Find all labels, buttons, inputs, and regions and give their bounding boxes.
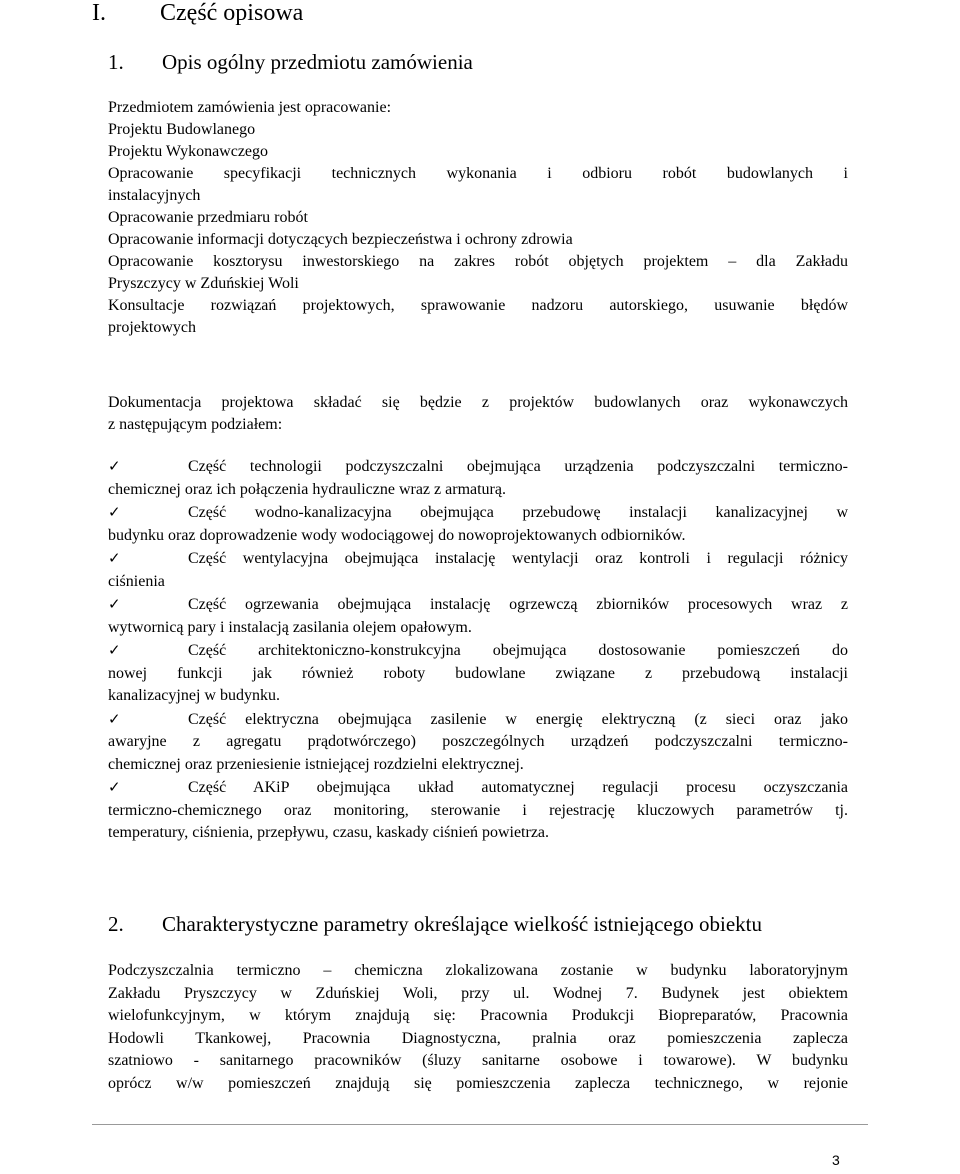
project-parts-list: [108, 455, 848, 845]
subsection-1-title: Opis ogólny przedmiotu zamówienia: [162, 50, 473, 74]
list-item: ✓ Część architektoniczno-konstrukcyjna obejmująca dostosowanie pomieszczeń do nowej funkcji jak również roboty budowlane związane z przebudową instalacji kanalizacyjnej w budynku.: [108, 641, 848, 704]
subsection-2-number: 2.: [108, 912, 124, 936]
section-number: I.: [92, 0, 106, 26]
documentation-line: Dokumentacja projektowa składać się będzie z projektów budowlanych oraz wykonawczych: [108, 394, 848, 411]
description-line: oprócz w/w pomieszczeń znajdują się pomieszczenia zaplecza technicznego, w rejonie: [108, 1074, 848, 1092]
list-item: ✓ Część wentylacyjna obejmująca instalację wentylacji oraz kontroli i regulacji różnicy ciśnienia: [108, 549, 848, 590]
scope-line: projektowych: [108, 319, 196, 336]
documentation-paragraph: [108, 392, 848, 436]
scope-line: Opracowanie specyfikacji technicznych wykonania i odbioru robót budowlanych i: [108, 165, 848, 182]
scope-list: [108, 97, 848, 339]
footer-divider: [92, 1124, 868, 1125]
list-item: ✓ Część ogrzewania obejmująca instalację ogrzewczą zbiorników procesowych wraz z wytwornicą pary i instalacją zasilania olejem opałowym.: [108, 595, 848, 636]
subsection-2-title: Charakterystyczne parametry określające wielkość istniejącego obiektu: [162, 912, 762, 936]
description-line: Zakładu Pryszczycy w Zduńskiej Woli, przy ul. Wodnej 7. Budynek jest obiektem: [108, 984, 848, 1002]
scope-line: Konsultacje rozwiązań projektowych, sprawowanie nadzoru autorskiego, usuwanie błędów: [108, 297, 848, 314]
scope-line: Opracowanie kosztorysu inwestorskiego na zakres robót objętych projektem – dla Zakładu: [108, 253, 848, 270]
documentation-line: z następującym podziałem:: [108, 416, 283, 433]
description-line: Hodowli Tkankowej, Pracownia Diagnostyczna, pralnia oraz pomieszczenia zaplecza: [108, 1029, 848, 1047]
scope-line: Pryszczycy w Zduńskiej Woli: [108, 275, 299, 292]
checkmark-icon: ✓: [108, 709, 121, 728]
checkmark-icon: ✓: [108, 595, 121, 613]
section-title: Część opisowa: [160, 0, 304, 26]
description-line: wielofunkcyjnym, w którym znajdują się: Pracownia Produkcji Biopreparatów, Pracownia: [108, 1007, 848, 1024]
checkmark-icon: ✓: [108, 457, 121, 475]
checkmark-icon: ✓: [108, 778, 121, 796]
scope-line: Projektu Wykonawczego: [108, 143, 269, 160]
description-line: szatniowo - sanitarnego pracowników (śluzy sanitarne osobowe i towarowe). W budynku: [108, 1052, 848, 1069]
scope-line: instalacyjnych: [108, 187, 201, 204]
building-description: [108, 960, 848, 1095]
checkmark-icon: ✓: [108, 641, 121, 659]
list-item: ✓ Część wodno-kanalizacyjna obejmująca przebudowę instalacji kanalizacyjnej w budynku oraz doprowadzenie wody wodociągowej do nowoprojektowanych odbiorników.: [108, 503, 848, 544]
checkmark-icon: ✓: [108, 503, 121, 521]
checkmark-icon: ✓: [108, 549, 121, 567]
scope-line: Opracowanie informacji dotyczących bezpieczeństwa i ochrony zdrowia: [108, 231, 573, 248]
scope-line: Projektu Budowlanego: [108, 121, 256, 138]
list-item: ✓ Część technologii podczyszczalni obejmująca urządzenia podczyszczalni termiczno- chemicznej oraz ich połączenia hydrauliczne wraz z armaturą.: [108, 457, 848, 498]
scope-line: Opracowanie przedmiaru robót: [108, 209, 308, 226]
list-item: ✓ Część elektryczna obejmująca zasilenie w energię elektryczną (z sieci oraz jako awaryjne z agregatu prądotwórczego) poszczególnych urządzeń podczyszczalni termiczno- chemicznej oraz przeniesienie istniejącej rozdzielni elektrycznej.: [108, 709, 848, 773]
subsection-1-number: 1.: [108, 50, 124, 74]
page-number: 3: [832, 1152, 840, 1168]
description-line: Podczyszczalnia termiczno – chemiczna zlokalizowana zostanie w budynku laboratoryjnym: [108, 962, 848, 979]
scope-line: Przedmiotem zamówienia jest opracowanie:: [108, 99, 392, 116]
list-item: ✓ Część AKiP obejmująca układ automatycznej regulacji procesu oczyszczania termiczno-chemicznego oraz monitoring, sterowanie i rejestrację kluczowych parametrów tj. temperatury, ciśnienia, przepływu, czasu, kaskady ciśnień powietrza.: [108, 778, 848, 841]
